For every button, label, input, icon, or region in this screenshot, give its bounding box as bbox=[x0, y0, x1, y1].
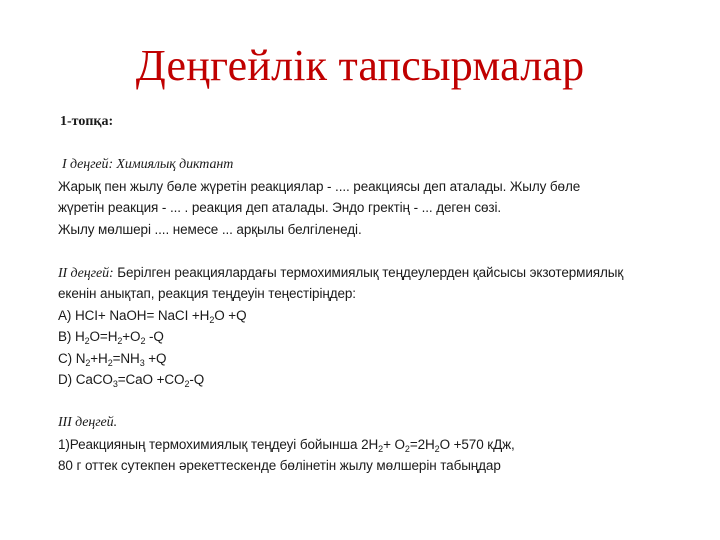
level1-line-3: Жылу мөлшері .... немесе ... арқылы белгіленеді. bbox=[58, 221, 362, 237]
level2-intro bbox=[58, 262, 698, 284]
subscript: 2 bbox=[117, 336, 123, 346]
option-b-part: -Q bbox=[145, 329, 164, 344]
level1-line-2: жүретін реакция - ... . реакция деп аталады. Эндо гректің - ... деген сөзі. bbox=[58, 200, 502, 215]
option-a-part: A) HCI+ NaOH= NaCI +H bbox=[58, 307, 210, 323]
spacer bbox=[58, 391, 698, 413]
group-label: 1-топқа: bbox=[60, 114, 114, 129]
option-b-part: +O bbox=[122, 329, 141, 344]
option-b bbox=[58, 326, 698, 348]
level3-line-1 bbox=[58, 434, 698, 456]
level3-line-2: 80 г оттек сутекпен әрекеттескенде бөлінетін жылу мөлшерін табыңдар bbox=[58, 458, 501, 473]
option-c-part: C) N bbox=[58, 350, 86, 366]
level2-intro-line-2: екенін анықтап, реакция теңдеуін теңестіріңдер: bbox=[58, 286, 356, 301]
level3-part: + O bbox=[383, 436, 405, 452]
subscript: 2 bbox=[140, 336, 146, 346]
option-c bbox=[58, 348, 698, 370]
level3-part: O +570 кДж, bbox=[439, 436, 515, 452]
option-c-part: +H bbox=[90, 350, 108, 366]
option-d-part: D) CaCO bbox=[58, 372, 113, 387]
subscript: 2 bbox=[378, 443, 384, 454]
option-b-part: O=H bbox=[89, 329, 118, 344]
slide-title: Деңгейлік тапсырмалар bbox=[135, 41, 585, 90]
option-a bbox=[58, 305, 698, 327]
option-b-part: B) H bbox=[58, 329, 85, 344]
subscript: 2 bbox=[209, 314, 215, 325]
subscript: 2 bbox=[404, 443, 410, 454]
subscript: 2 bbox=[184, 379, 190, 389]
level1-line-1: Жарық пен жылу бөле жүретін реакциялар - .... реакциясы деп аталады. Жылу бөле bbox=[58, 178, 581, 194]
task-content bbox=[58, 154, 698, 477]
level3-heading: III деңгей. bbox=[58, 415, 117, 430]
level2-intro-text: Берілген реакциялардағы термохимиялық теңдеулерден қайсысы экзотермиялық bbox=[113, 264, 624, 280]
option-d bbox=[58, 369, 698, 391]
subscript: 2 bbox=[434, 443, 440, 454]
spacer bbox=[58, 240, 698, 262]
level1-heading: I деңгей: Химиялық диктант bbox=[62, 157, 234, 172]
subscript: 3 bbox=[139, 357, 145, 368]
option-c-part: =NH bbox=[112, 350, 140, 366]
option-c-part: +Q bbox=[144, 350, 167, 366]
level2-heading: II деңгей: bbox=[58, 265, 114, 281]
level3-part: =2H bbox=[409, 436, 435, 452]
subscript: 2 bbox=[84, 336, 90, 346]
option-d-part: -Q bbox=[189, 372, 205, 387]
subscript: 2 bbox=[107, 357, 113, 368]
subscript: 2 bbox=[85, 357, 91, 368]
option-a-part: O +Q bbox=[214, 307, 247, 323]
subscript: 3 bbox=[112, 379, 118, 389]
option-d-part: =CaO +CO bbox=[117, 372, 185, 387]
level3-part: 1)Реакцияның термохимиялық теңдеуі бойынша 2H bbox=[58, 436, 379, 452]
